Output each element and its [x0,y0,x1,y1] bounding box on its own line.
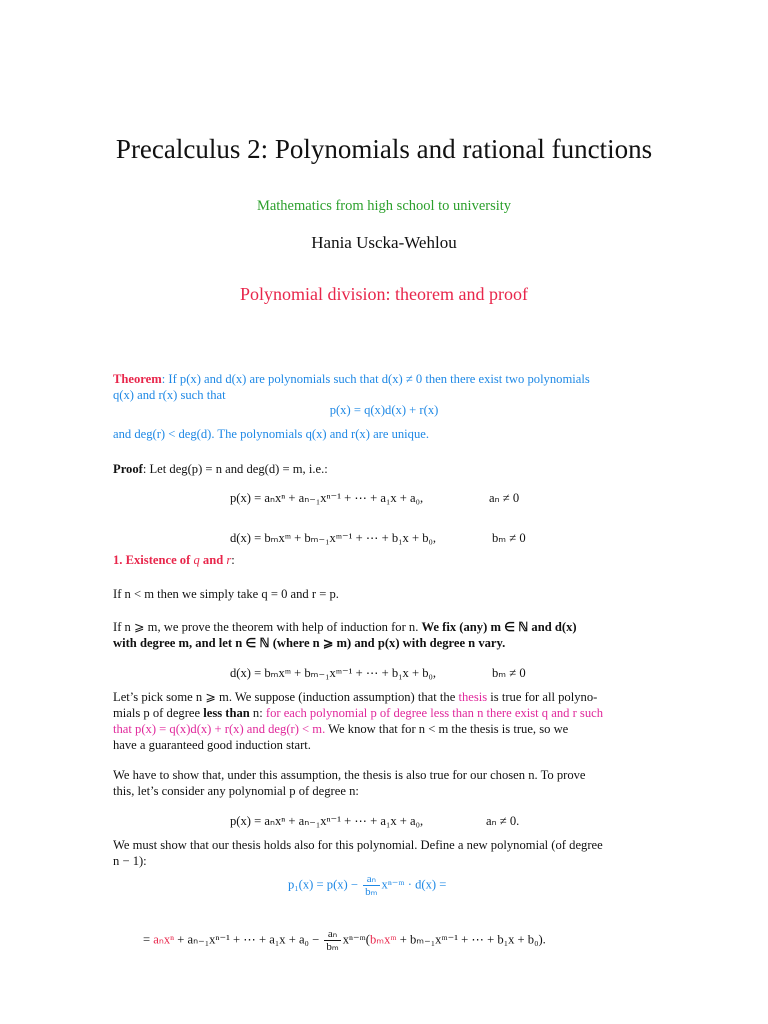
equation-d-condition: bₘ ≠ 0 [492,531,526,545]
equation-p1-definition [288,873,446,898]
equation-d-repeat: d(x) = bₘxᵐ + bₘ₋₁xᵐ⁻¹ + ⋯ + b₁x + b₀, [230,666,437,680]
existence-and: and [199,553,227,567]
theorem-line-3: and deg(r) < deg(d). The polynomials q(x) and r(x) are unique. [113,427,430,441]
document-subtitle: Mathematics from high school to university [256,198,512,214]
para-a3-magenta: that p(x) = q(x)d(x) + r(x) and deg(r) < m. [113,722,326,736]
eq-last-red-term-2: bₘxᵐ [369,932,397,947]
eq-p1-right: xⁿ⁻ᵐ · d(x) = [381,877,447,892]
equation-d: d(x) = bₘxᵐ + bₘ₋₁xᵐ⁻¹ + ⋯ + b₁x + b₀, [230,531,437,545]
document-title: Precalculus 2: Polynomials and rational functions [115,134,653,164]
paragraph-a-line-2 [113,705,649,721]
para-a3-end: We know that for n < m the thesis is true, so we [325,722,569,736]
equation-p-repeat: p(x) = aₙxⁿ + aₙ₋₁xⁿ⁻¹ + ⋯ + a₁x + a₀, [230,814,424,828]
theorem-equation: p(x) = q(x)d(x) + r(x) [329,403,439,417]
para-a2-mid: n: [249,706,266,720]
para-a1-end: is true for all polyno- [487,690,598,704]
theorem-line-1 [113,371,649,387]
section-title: Polynomial division: theorem and proof [240,284,528,304]
existence-r: r [226,553,232,567]
induction-line-1b: We fix (any) m ∈ ℕ and d(x) [421,620,577,634]
eq-last-frac-den: bₘ [326,941,339,953]
theorem-label: Theorem [113,372,162,386]
eq-last-fraction [324,928,340,953]
induction-line-1 [113,619,649,635]
equation-p: p(x) = aₙxⁿ + aₙ₋₁xⁿ⁻¹ + ⋯ + a₁x + a₀, [230,491,424,505]
theorem-line-2: q(x) and r(x) such that [113,388,226,402]
paragraph-a-line-3 [113,721,649,737]
existence-colon: : [231,553,235,567]
eq-p1-frac-den: bₘ [365,886,378,898]
eq-last-frac-num: aₙ [324,928,340,941]
theorem-text-1: : If p(x) and d(x) are polynomials such that d(x) ≠ 0 then there exist two polynomials [161,372,590,386]
author-name: Hania Uscka-Wehlou [311,233,457,252]
eq-last-red-term: aₙxⁿ [153,932,175,947]
eq-p1-frac-num: aₙ [363,873,379,886]
proof-label: Proof [113,462,143,476]
proof-intro-text: : Let deg(p) = n and deg(d) = m, i.e.: [142,462,328,476]
eq-last-end: + bₘ₋₁xᵐ⁻¹ + ⋯ + b₁x + b₀). [396,932,546,947]
equation-p-condition: aₙ ≠ 0 [489,491,520,505]
case-simple: If n < m then we simply take q = 0 and r = p. [113,587,339,601]
para-a1-thesis: thesis [458,690,488,704]
existence-q: q [193,553,200,567]
paragraph-b-line-2: this, let’s consider any polynomial p of degree n: [113,784,359,798]
induction-line-2: with degree m, and let n ∈ ℕ (where n ⩾ m) and p(x) with degree n vary. [113,636,506,650]
paragraph-c-line-1: We must show that our thesis holds also for this polynomial. Define a new polynomial (of degree [113,838,603,852]
equation-p-repeat-condition: aₙ ≠ 0. [486,814,520,828]
paragraph-a-line-1 [113,689,649,705]
para-a1-text: Let’s pick some n ⩾ m. We suppose (induction assumption) that the [113,690,459,704]
induction-line-1a: If n ⩾ m, we prove the theorem with help of induction for n. [113,620,422,634]
eq-p1-left: p₁(x) = p(x) − [288,877,362,892]
eq-last-mid: + aₙ₋₁xⁿ⁻¹ + ⋯ + a₁x + a₀ − [174,932,323,947]
equation-d-repeat-condition: bₘ ≠ 0 [492,666,526,680]
para-a2-bold: less than [203,706,250,720]
existence-heading [113,552,649,568]
para-a2-start: mials p of degree [113,706,204,720]
paragraph-b-line-1: We have to show that, under this assumption, the thesis is also true for our chosen n. To prove [113,768,586,782]
eq-last-eq: = [143,932,154,947]
para-a2-magenta: for each polynomial p of degree less than n there exist q and r such [265,706,603,720]
existence-heading-text: 1. Existence of [113,553,194,567]
equation-expansion [143,928,546,953]
eq-last-xpow: xⁿ⁻ᵐ( [342,932,370,947]
eq-p1-fraction [363,873,379,898]
paragraph-c-line-2: n − 1): [113,854,147,868]
proof-intro [113,461,649,477]
paragraph-a-line-4: have a guaranteed good induction start. [113,738,311,752]
